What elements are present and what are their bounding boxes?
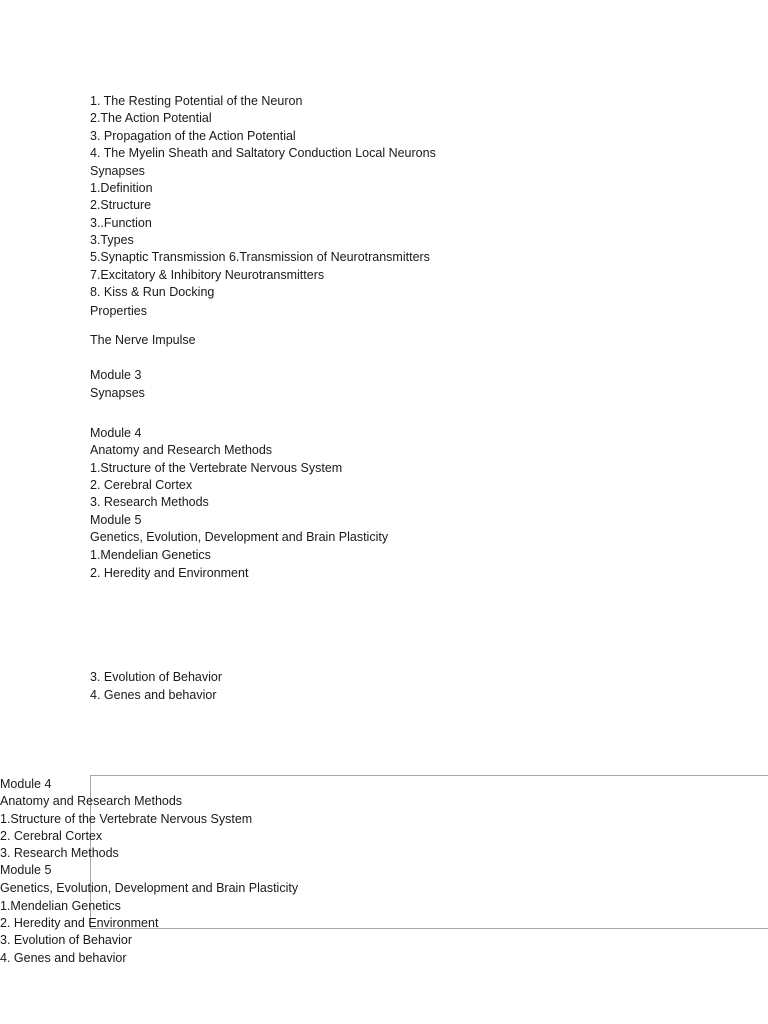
- text-line: Synapses: [90, 164, 145, 178]
- text-line: 4. The Myelin Sheath and Saltatory Conduction Local Neurons: [90, 146, 436, 160]
- text-line: Module 4: [0, 777, 52, 791]
- text-line: 3.Types: [90, 233, 134, 247]
- text-line: 5.Synaptic Transmission 6.Transmission of Neurotransmitters: [90, 250, 430, 264]
- text-line: 3. Research Methods: [0, 846, 119, 860]
- text-line: 1.Mendelian Genetics: [90, 548, 211, 562]
- text-line: 7.Excitatory & Inhibitory Neurotransmitters: [90, 268, 325, 282]
- text-line: 4. Genes and behavior: [90, 688, 217, 702]
- text-line: The Nerve Impulse: [90, 333, 196, 347]
- text-line: Module 5: [90, 513, 142, 527]
- text-frame-outline: [90, 775, 768, 929]
- text-line: 3..Function: [90, 216, 152, 230]
- text-line: Synapses: [90, 386, 145, 400]
- text-line: 2. Cerebral Cortex: [90, 478, 193, 492]
- text-line: Module 3: [90, 368, 142, 382]
- text-line: 3. Evolution of Behavior: [90, 670, 223, 684]
- text-line: 3. Evolution of Behavior: [0, 933, 133, 947]
- text-line: 1.Mendelian Genetics: [0, 899, 121, 913]
- text-line: Anatomy and Research Methods: [90, 443, 273, 457]
- text-line: Module 4: [90, 426, 142, 440]
- text-line: Genetics, Evolution, Development and Brain Plasticity: [0, 881, 299, 895]
- text-line: 2. Cerebral Cortex: [0, 829, 103, 843]
- text-line: 1. The Resting Potential of the Neuron: [90, 94, 303, 108]
- text-line: 2. Heredity and Environment: [0, 916, 159, 930]
- text-line: 8. Kiss & Run Docking: [90, 285, 215, 299]
- text-line: 2.The Action Potential: [90, 111, 212, 125]
- text-line: 1.Structure of the Vertebrate Nervous System: [90, 461, 343, 475]
- text-line: Module 5: [0, 863, 52, 877]
- text-line: Properties: [90, 304, 147, 318]
- text-line: 2. Heredity and Environment: [90, 566, 249, 580]
- text-line: 3. Propagation of the Action Potential: [90, 129, 296, 143]
- text-line: Anatomy and Research Methods: [0, 794, 183, 808]
- text-line: 3. Research Methods: [90, 495, 209, 509]
- text-line: Genetics, Evolution, Development and Brain Plasticity: [90, 530, 389, 544]
- text-line: 2.Structure: [90, 198, 152, 212]
- text-line: 1.Definition: [90, 181, 153, 195]
- text-line: 1.Structure of the Vertebrate Nervous System: [0, 812, 253, 826]
- text-line: 4. Genes and behavior: [0, 951, 127, 965]
